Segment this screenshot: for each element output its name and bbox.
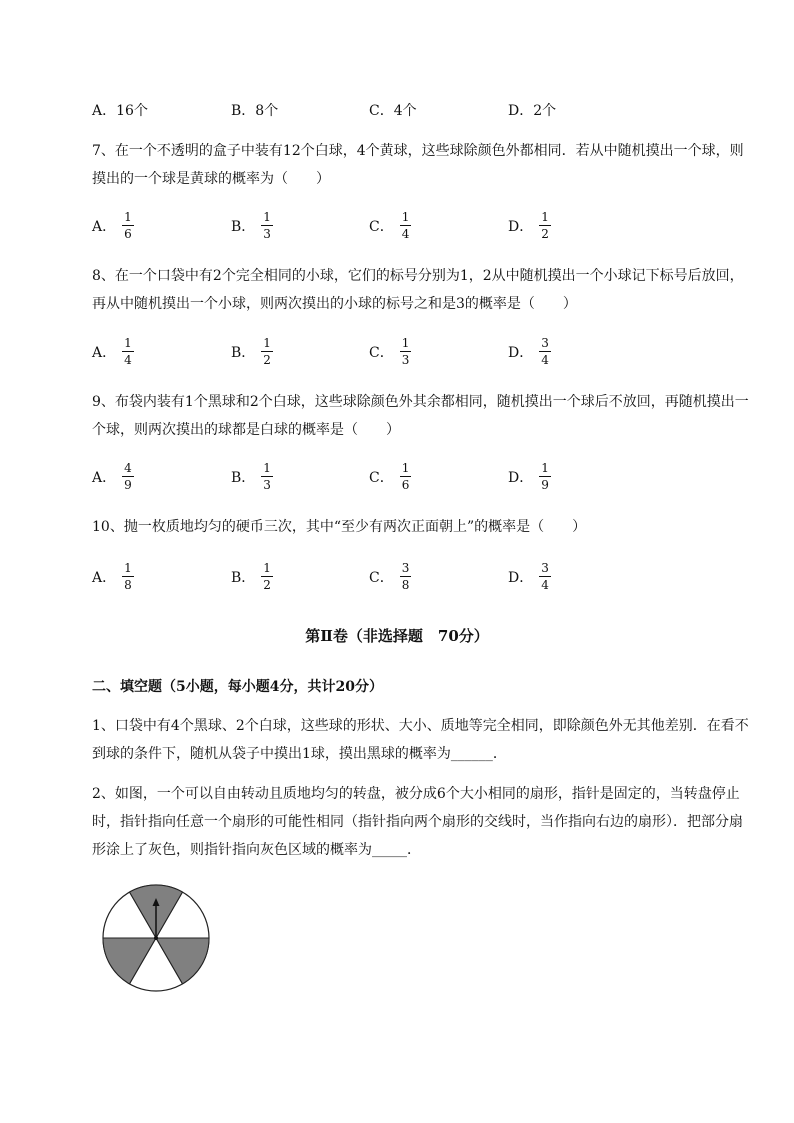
option-text: 8个 xyxy=(255,103,279,119)
denominator: 2 xyxy=(541,227,549,241)
option-label: D． xyxy=(508,569,534,586)
denominator: 3 xyxy=(263,227,271,241)
q8-option-d xyxy=(508,336,551,367)
denominator: 9 xyxy=(541,478,549,492)
denominator: 4 xyxy=(124,353,132,367)
option-label: D． xyxy=(508,103,534,119)
q7-text: 7、在一个不透明的盒子中装有12个白球，4个黄球，这些球除颜色外都相同．若从中随机摸出一个球，则摸出的一个球是黄球的概率为（ ） xyxy=(92,143,744,187)
option-label: A． xyxy=(92,218,117,235)
option-label: A． xyxy=(92,469,117,486)
q10-option-c xyxy=(369,561,411,592)
fraction xyxy=(539,336,551,367)
option-label: B． xyxy=(231,569,256,586)
fraction xyxy=(122,210,134,241)
denominator: 4 xyxy=(541,353,549,367)
fraction xyxy=(539,561,551,592)
fraction xyxy=(261,461,273,492)
option-label: B． xyxy=(231,344,256,361)
option-text: 2个 xyxy=(533,103,557,119)
q8-option-a xyxy=(92,336,134,367)
fraction xyxy=(400,561,412,592)
q7-option-c xyxy=(369,210,411,241)
option-text: 16个 xyxy=(116,103,148,119)
q8-option-c xyxy=(369,336,411,367)
q8-option-b xyxy=(231,336,273,367)
denominator: 4 xyxy=(401,227,410,241)
f2-text: 2、如图，一个可以自由转动且质地均匀的转盘，被分成6个大小相同的扇形，指针是固定的，当转盘停止时，指针指向任意一个扇形的可能性相同（指针指向两个扇形的交线时，当作指向右边的扇形）．把部分扇形涂上了灰色，则指针指向灰色区域的概率为_____． xyxy=(92,786,743,858)
denominator: 8 xyxy=(124,578,132,592)
q9-option-c xyxy=(369,461,411,492)
q9-option-b xyxy=(231,461,273,492)
numerator: 1 xyxy=(401,336,410,350)
denominator: 3 xyxy=(401,353,410,367)
fraction xyxy=(261,210,273,241)
denominator: 6 xyxy=(401,478,410,492)
q10-option-d xyxy=(508,561,551,592)
pointer-pivot-icon xyxy=(154,936,158,940)
denominator: 2 xyxy=(263,578,271,592)
q9-option-a xyxy=(92,461,134,492)
fraction xyxy=(122,336,134,367)
option-label: A． xyxy=(92,569,117,586)
fraction xyxy=(539,210,551,241)
option-label: C． xyxy=(369,344,394,361)
option-text: 4个 xyxy=(393,103,417,119)
q10-option-b xyxy=(231,561,273,592)
q9-text: 9、布袋内装有1个黑球和2个白球，这些球除颜色外其余都相同，随机摸出一个球后不放回，再随机摸出一个球，则两次摸出的球都是白球的概率是（ ） xyxy=(92,394,749,438)
option-label: A． xyxy=(92,344,117,361)
numerator: 1 xyxy=(124,561,132,575)
fraction xyxy=(400,336,412,367)
fraction xyxy=(261,561,273,592)
numerator: 1 xyxy=(263,336,271,350)
denominator: 6 xyxy=(124,227,132,241)
q6-option-b xyxy=(231,100,278,120)
numerator: 1 xyxy=(401,461,410,475)
f1-text: 1、口袋中有4个黑球、2个白球，这些球的形状、大小、质地等完全相同，即除颜色外无其他差别．在看不到球的条件下，随机从袋子中摸出1球，摸出黑球的概率为______． xyxy=(92,718,749,762)
q10-option-a xyxy=(92,561,134,592)
fraction xyxy=(400,461,412,492)
fraction xyxy=(122,561,134,592)
option-label: D． xyxy=(508,469,534,486)
q6-option-a xyxy=(92,100,148,120)
numerator: 1 xyxy=(541,461,549,475)
part2-title: 第Ⅱ卷（非选择题 70分） xyxy=(305,627,489,645)
numerator: 1 xyxy=(263,461,271,475)
numerator: 1 xyxy=(124,336,132,350)
numerator: 1 xyxy=(401,210,410,224)
option-label: A． xyxy=(92,103,117,119)
numerator: 3 xyxy=(541,336,549,350)
option-label: D． xyxy=(508,218,534,235)
option-label: B． xyxy=(231,103,256,119)
q9-option-d xyxy=(508,461,551,492)
q6-option-d xyxy=(508,100,556,120)
section2-heading: 二、填空题（5小题，每小题4分，共计20分） xyxy=(92,679,383,695)
q6-option-c xyxy=(369,100,417,120)
q7-option-d xyxy=(508,210,551,241)
option-label: C． xyxy=(369,569,394,586)
fraction xyxy=(122,461,134,492)
denominator: 3 xyxy=(263,478,271,492)
numerator: 1 xyxy=(263,561,271,575)
numerator: 1 xyxy=(263,210,271,224)
fraction xyxy=(539,461,551,492)
spinner-figure xyxy=(100,880,212,992)
numerator: 1 xyxy=(541,210,549,224)
numerator: 3 xyxy=(541,561,549,575)
numerator: 3 xyxy=(401,561,410,575)
q10-text: 10、抛一枚质地均匀的硬币三次，其中“至少有两次正面朝上”的概率是（ ） xyxy=(92,519,587,535)
denominator: 9 xyxy=(124,478,132,492)
denominator: 4 xyxy=(541,578,549,592)
fraction xyxy=(261,336,273,367)
denominator: 8 xyxy=(401,578,410,592)
denominator: 2 xyxy=(263,353,271,367)
numerator: 1 xyxy=(124,210,132,224)
option-label: C． xyxy=(369,103,394,119)
fraction xyxy=(400,210,412,241)
q8-text: 8、在一个口袋中有2个完全相同的小球，它们的标号分别为1，2从中随机摸出一个小球记下标号后放回，再从中随机摸出一个小球，则两次摸出的小球的标号之和是3的概率是（ ） xyxy=(92,268,744,312)
numerator: 4 xyxy=(124,461,132,475)
option-label: C． xyxy=(369,218,394,235)
q7-option-b xyxy=(231,210,273,241)
option-label: B． xyxy=(231,469,256,486)
option-label: D． xyxy=(508,344,534,361)
option-label: B． xyxy=(231,218,256,235)
q7-option-a xyxy=(92,210,134,241)
option-label: C． xyxy=(369,469,394,486)
